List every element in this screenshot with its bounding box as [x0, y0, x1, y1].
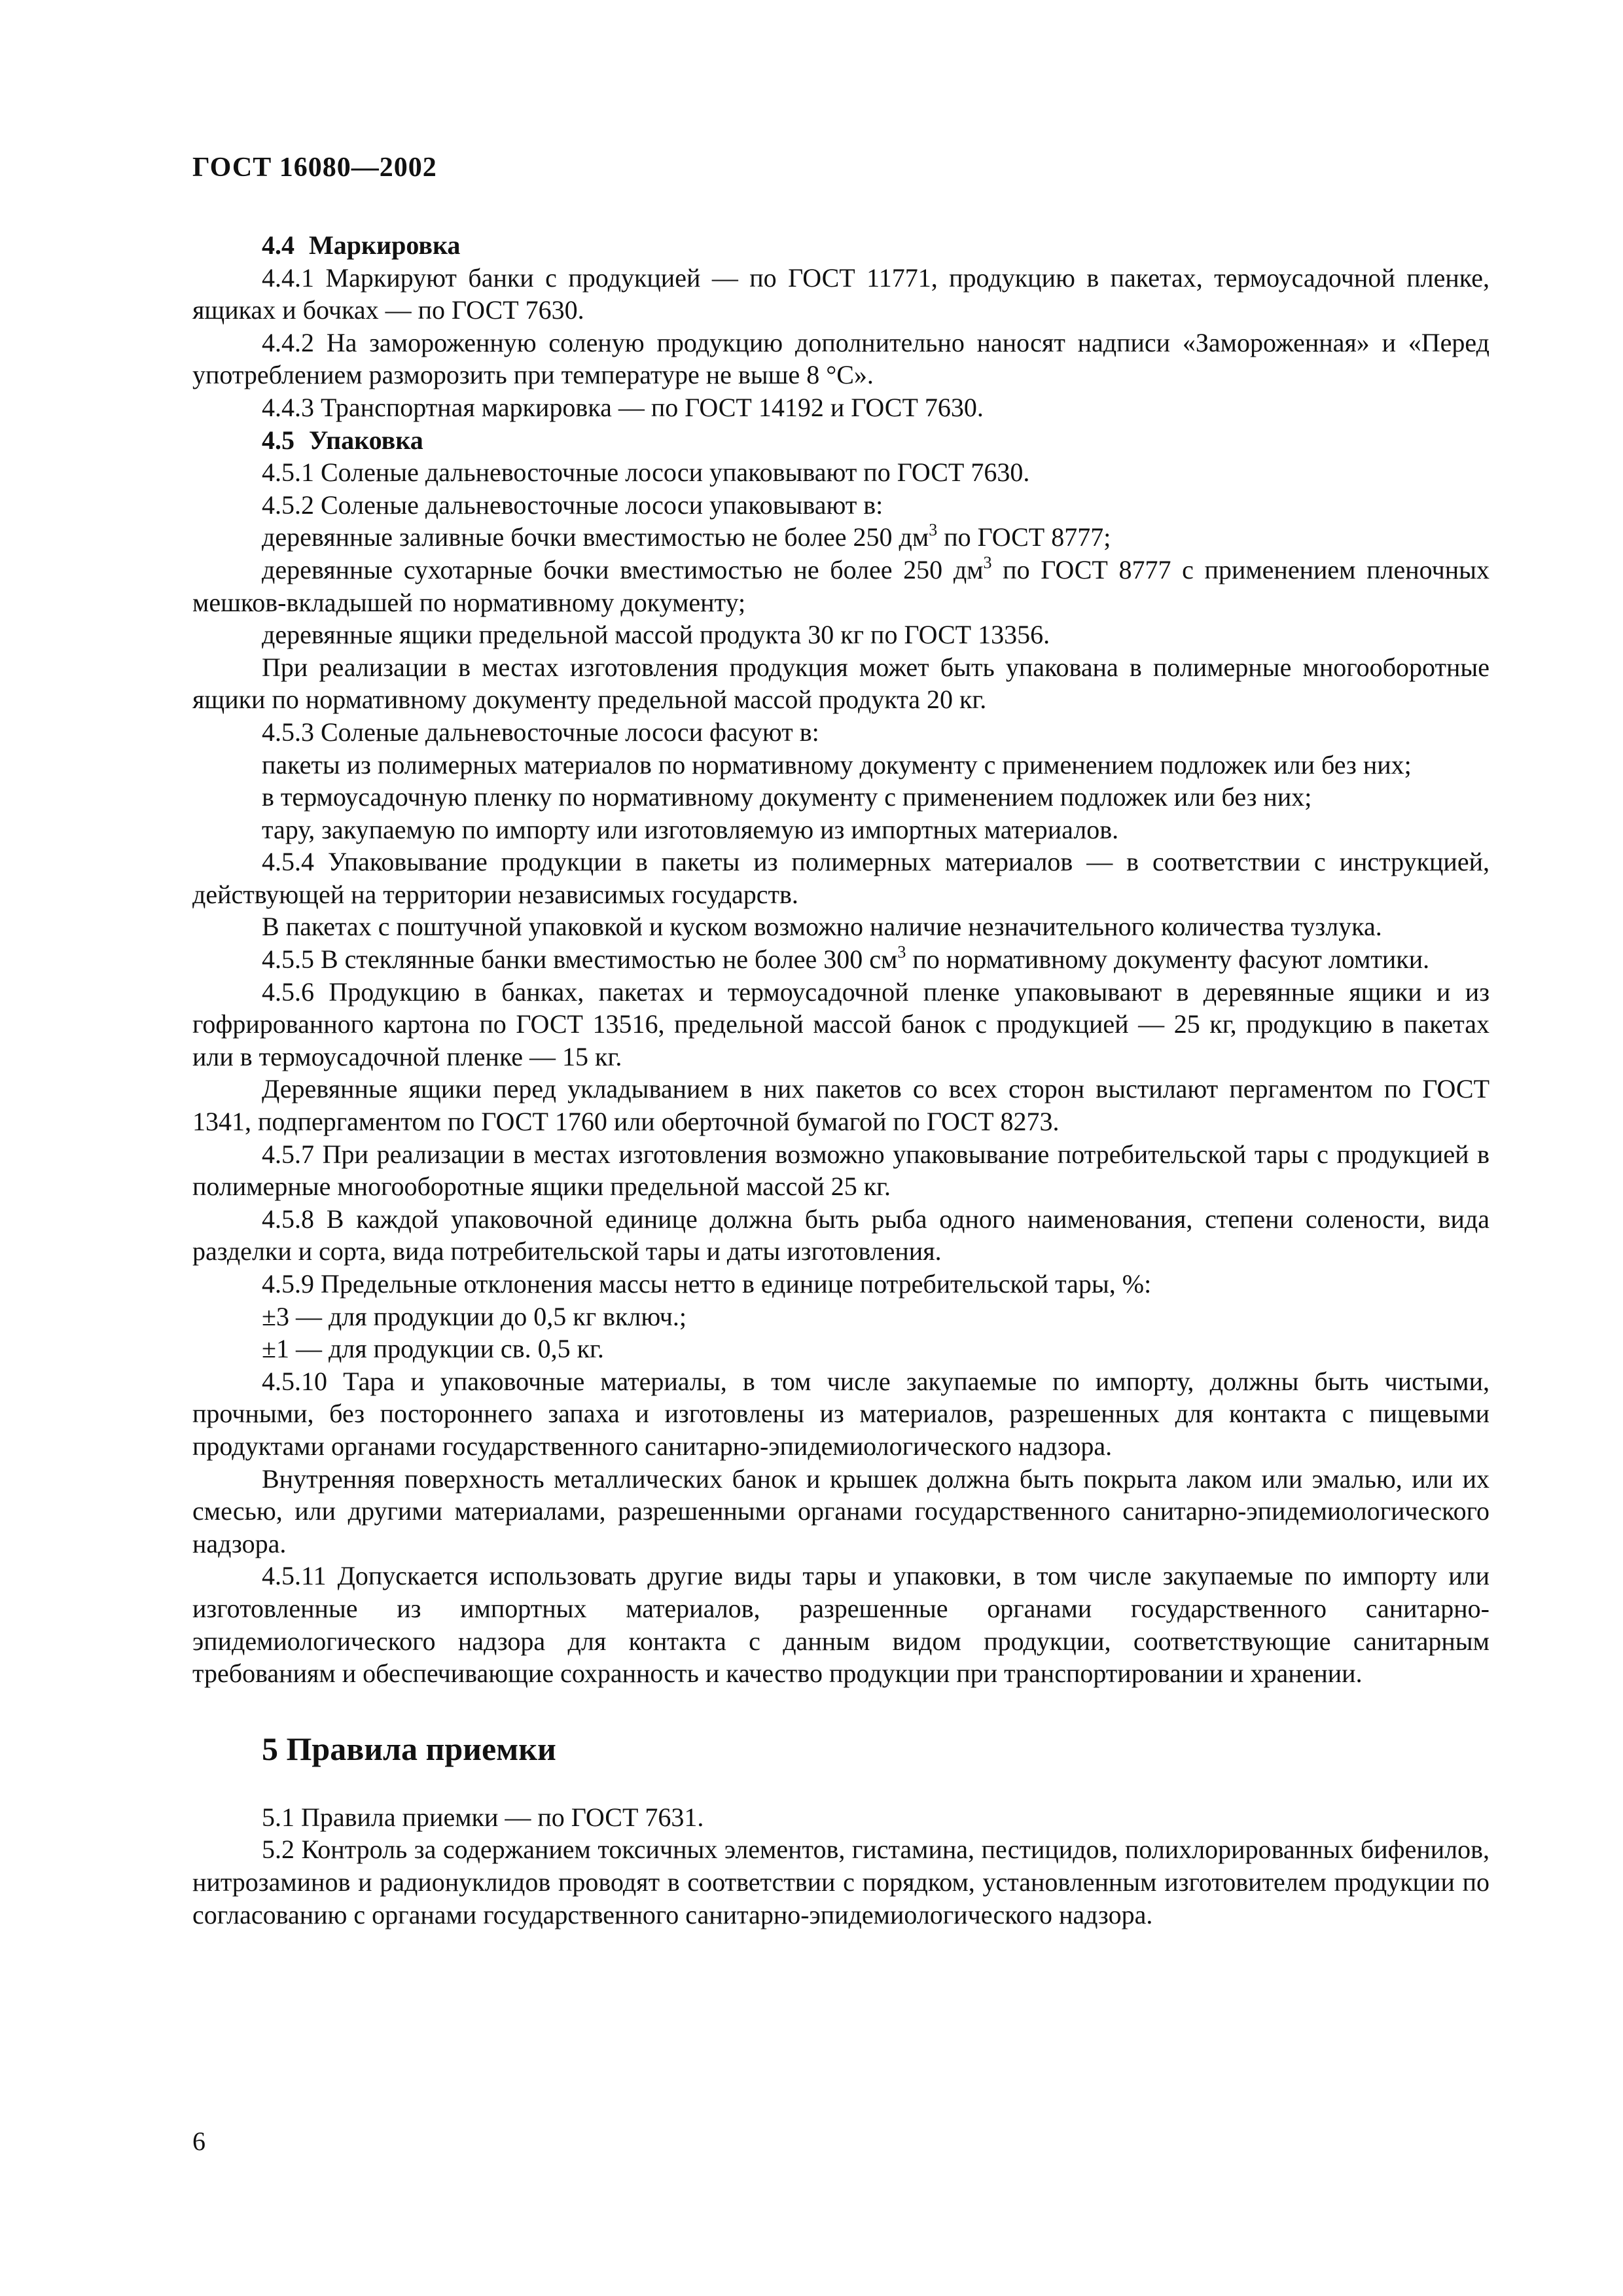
paragraph-5-1: 5.1 Правила приемки — по ГОСТ 7631.: [262, 1802, 704, 1832]
list-item-tolerance-2: ±1 — для продукции св. 0,5 кг.: [262, 1334, 604, 1364]
text-run: деревянные заливные бочки вместимостью не более 250 дм: [262, 522, 929, 552]
superscript: 3: [897, 942, 906, 962]
paragraph-4-4-2: 4.4.2 На замороженную соленую продукцию дополнительно наносят надписи «Замороженная» и «Перед употреблением разморозить при температуре не выше 8 °С».: [192, 327, 1489, 390]
paragraph-4-5-11: 4.5.11 Допускается использовать другие виды тары и упаковки, в том числе закупаемые по импорту или изготовленные из импортных материалов, разрешенные органами государственного санитарно-эпидемиологического надзора для контакта с данным видом продукции, соответствующие санитарным требованиям и обеспечивающие сохранность и качество продукции при транспортировании и хранении.: [192, 1561, 1489, 1689]
paragraph-inner-surface: Внутренняя поверхность металлических банок и крышек должна быть покрыта лаком или эмалью, или их смесью, или другими материалами, разрешенными органами государственного санитарно-эпидемиологического надзора.: [192, 1463, 1489, 1558]
subsection-title: Упаковка: [309, 425, 423, 455]
paragraph-4-5-10: 4.5.10 Тара и упаковочные материалы, в том числе закупаемые по импорту, должны быть чистыми, прочными, без постороннего запаха и изготовлены из материалов, разрешенных для контакта с пищевыми продуктами органами государственного санитарно-эпидемиологического надзора.: [192, 1366, 1489, 1461]
text-run: по нормативному документу фасуют ломтики.: [906, 944, 1430, 975]
paragraph-4-5-1: 4.5.1 Соленые дальневосточные лососи упаковывают по ГОСТ 7630.: [262, 457, 1030, 488]
text-run: по ГОСТ 8777 с применением пленочных мешков-вкладышей по нормативному документу;: [192, 554, 1489, 617]
paragraph-local-sale: При реализации в местах изготовления продукция может быть упакована в полимерные многооборотные ящики по нормативному документу предельной массой продукта 20 кг.: [192, 652, 1489, 715]
superscript: 3: [983, 552, 992, 572]
section-title-5: 5 Правила приемки: [262, 1730, 556, 1767]
subsection-number: 4.4: [262, 230, 294, 260]
text-run: по ГОСТ 8777;: [937, 522, 1111, 552]
paragraph-4-5-2: 4.5.2 Соленые дальневосточные лососи упаковывают в:: [262, 490, 883, 520]
paragraph-4-5-6: 4.5.6 Продукцию в банках, пакетах и термоусадочной пленке упаковывают в деревянные ящики и из гофрированного картона по ГОСТ 13516, предельной массой банок с продукцией — 25 кг, продукцию в пакетах или в термоусадочной пленке — 15 кг.: [192, 977, 1489, 1071]
paragraph-packets-note: В пакетах с поштучной упаковкой и куском возможно наличие незначительного количества тузлука.: [262, 912, 1382, 942]
paragraph-4-5-7: 4.5.7 При реализации в местах изготовления возможно упаковывание потребительской тары с продукцией в полимерные многооборотные ящики предельной массой 25 кг.: [192, 1139, 1489, 1202]
document-body: [192, 229, 1489, 1931]
page-number: 6: [192, 2126, 205, 2156]
subsection-heading-4-5: [192, 424, 1489, 457]
paragraph-4-5-9: 4.5.9 Предельные отклонения массы нетто в единице потребительской тары, %:: [262, 1269, 1152, 1299]
list-item-wooden-boxes: деревянные ящики предельной массой продукта 30 кг по ГОСТ 13356.: [262, 620, 1050, 650]
subsection-title: Маркировка: [309, 230, 461, 260]
list-item-pour-barrels: [192, 521, 1489, 554]
paragraph-4-5-3: 4.5.3 Соленые дальневосточные лососи фасуют в:: [262, 717, 819, 747]
paragraph-4-5-8: 4.5.8 В каждой упаковочной единице должна быть рыба одного наименования, степени солености, вида разделки и сорта, вида потребительской тары и даты изготовления.: [192, 1204, 1489, 1266]
paragraph-4-5-4: 4.5.4 Упаковывание продукции в пакеты из полимерных материалов — в соответствии с инструкцией, действующей на территории независимых государств.: [192, 847, 1489, 909]
paragraph-5-2: 5.2 Контроль за содержанием токсичных элементов, гистамина, пестицидов, полихлорированных бифенилов, нитрозаминов и радионуклидов проводят в соответствии с порядком, установленным изготовителем продукции по согласованию с органами государственного санитарно-эпидемиологического надзора.: [192, 1835, 1489, 1929]
text-run: деревянные сухотарные бочки вместимостью не более 250 дм: [262, 554, 984, 584]
standard-header: ГОСТ 16080—2002: [192, 152, 437, 183]
paragraph-4-5-5: [192, 943, 1489, 976]
list-item-tolerance-1: ±3 — для продукции до 0,5 кг включ.;: [262, 1301, 687, 1331]
text-run: 4.5.5 В стеклянные банки вместимостью не более 300 см: [262, 944, 898, 975]
list-item-packets: пакеты из полимерных материалов по нормативному документу с применением подложек или без них;: [262, 749, 1412, 780]
list-item-import-tare: тару, закупаемую по импорту или изготовляемую из импортных материалов.: [262, 814, 1119, 844]
paragraph-4-4-1: 4.4.1 Маркируют банки с продукцией — по ГОСТ 11771, продукцию в пакетах, термоусадочной пленке, ящиках и бочках — по ГОСТ 7630.: [192, 262, 1489, 325]
list-item-dry-barrels: [192, 554, 1489, 619]
list-item-shrink-film: в термоусадочную пленку по нормативному документу с применением подложек или без них;: [262, 782, 1312, 812]
superscript: 3: [929, 520, 938, 540]
paragraph-4-4-3: 4.4.3 Транспортная маркировка — по ГОСТ 14192 и ГОСТ 7630.: [262, 392, 984, 422]
subsection-number: 4.5: [262, 425, 294, 455]
paragraph-boxes-lining: Деревянные ящики перед укладыванием в них пакетов со всех сторон выстилают пергаментом по ГОСТ 1341, подпергаментом по ГОСТ 1760 или оберточной бумагой по ГОСТ 8273.: [192, 1074, 1489, 1137]
subsection-heading-4-4: [192, 229, 1489, 262]
